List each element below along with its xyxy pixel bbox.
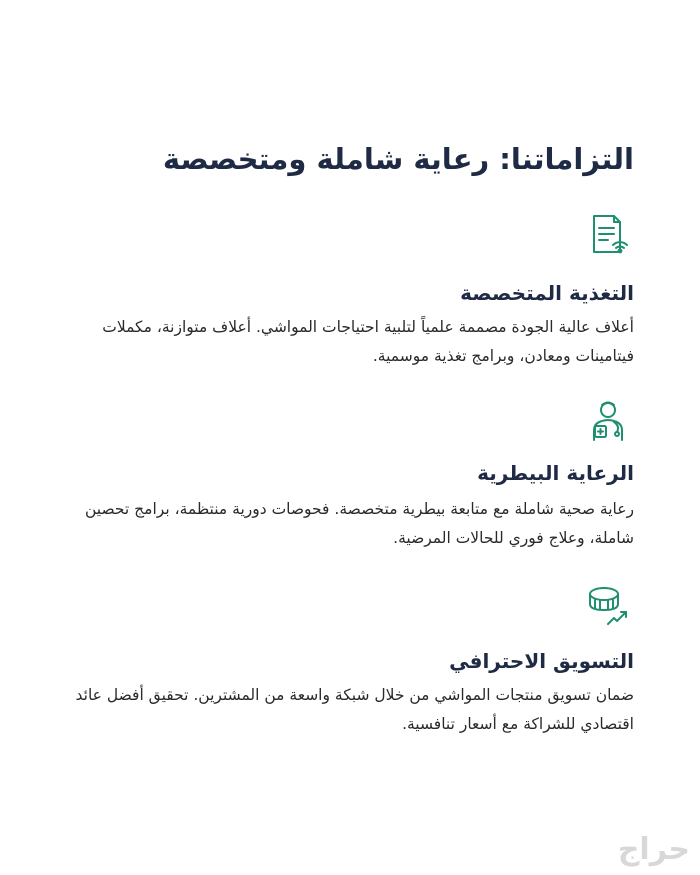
section-body-nutrition: أعلاف عالية الجودة مصممة علمياً لتلبية احتياجات المواشي. أعلاف متوازنة، مكملات فيتامينات ومعادن، وبرامج تغذية موسمية. [102, 318, 634, 365]
section-body-marketing: ضمان تسويق منتجات المواشي من خلال شبكة واسعة من المشترين. تحقيق أفضل عائد اقتصادي للشراكة مع أسعار تنافسية. [75, 686, 634, 733]
page-title: التزاماتنا: رعاية شاملة ومتخصصة [162, 142, 634, 176]
coin-growth-icon [584, 582, 634, 632]
watermark-logo: حراج [617, 832, 690, 867]
section-title-marketing: التسويق الاحترافي [449, 649, 634, 673]
section-title-nutrition: التغذية المتخصصة [460, 281, 634, 305]
document-signal-icon [584, 210, 634, 260]
section-body-veterinary: رعاية صحية شاملة مع متابعة بيطرية متخصصة. فحوصات دورية منتظمة، برامج تحصين شاملة، وعلاج فوري للحالات المرضية. [85, 500, 634, 547]
veterinarian-icon [584, 396, 634, 446]
section-title-veterinary: الرعاية البيطرية [477, 461, 634, 485]
